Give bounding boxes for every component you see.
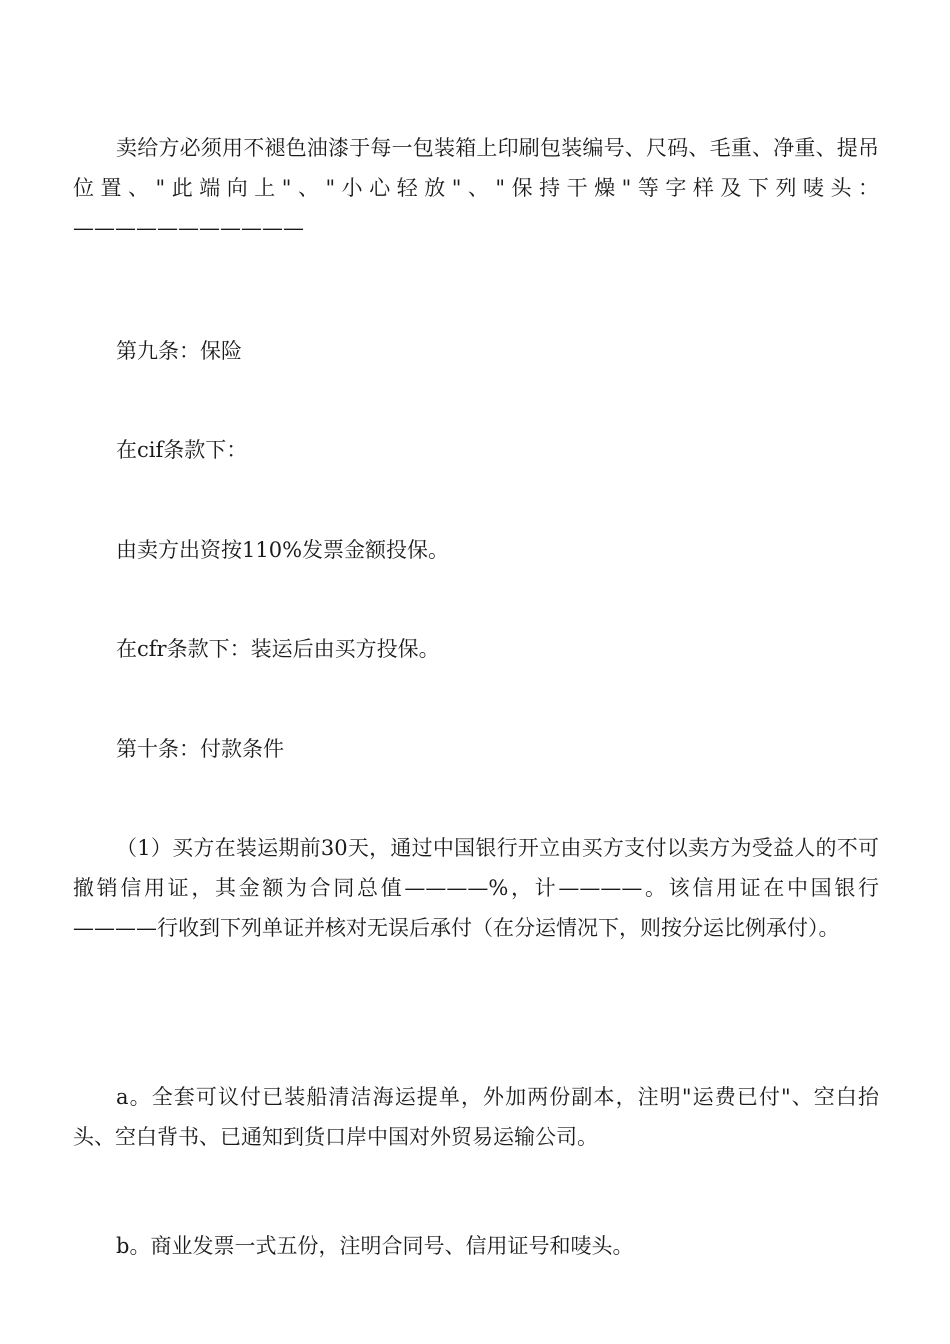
paragraph-letter-of-credit: （1）买方在装运期前30天，通过中国银行开立由买方支付以卖方为受益人的不可撤销信用证，其金额为合同总值————%，计————。该信用证在中国银行————行收到下列单证并核对无误后承付（在分运情况下，则按分运比例承付）。 (73, 836, 879, 940)
paragraph-cfr-terms: 在cfr条款下：装运后由买方投保。 (116, 637, 440, 661)
paragraph-commercial-invoice: b。商业发票一式五份，注明合同号、信用证号和唛头。 (116, 1234, 634, 1258)
paragraph-seller-insures: 由卖方出资按110%发票金额投保。 (116, 538, 450, 562)
paragraph-packing-marks: 卖给方必须用不褪色油漆于每一包装箱上印刷包装编号、尺码、毛重、净重、提吊位置、"此端向上"、"小心轻放"、"保持干燥"等字样及下列唛头：——————————— (73, 136, 879, 240)
paragraph-bill-of-lading: a。全套可议付已装船清洁海运提单，外加两份副本，注明"运费已付"、空白抬头、空白背书、已通知到货口岸中国对外贸易运输公司。 (73, 1085, 879, 1149)
heading-article-10-payment: 第十条：付款条件 (116, 737, 284, 761)
paragraph-cif-terms: 在cif条款下： (116, 438, 248, 462)
heading-article-9-insurance: 第九条：保险 (116, 339, 242, 363)
